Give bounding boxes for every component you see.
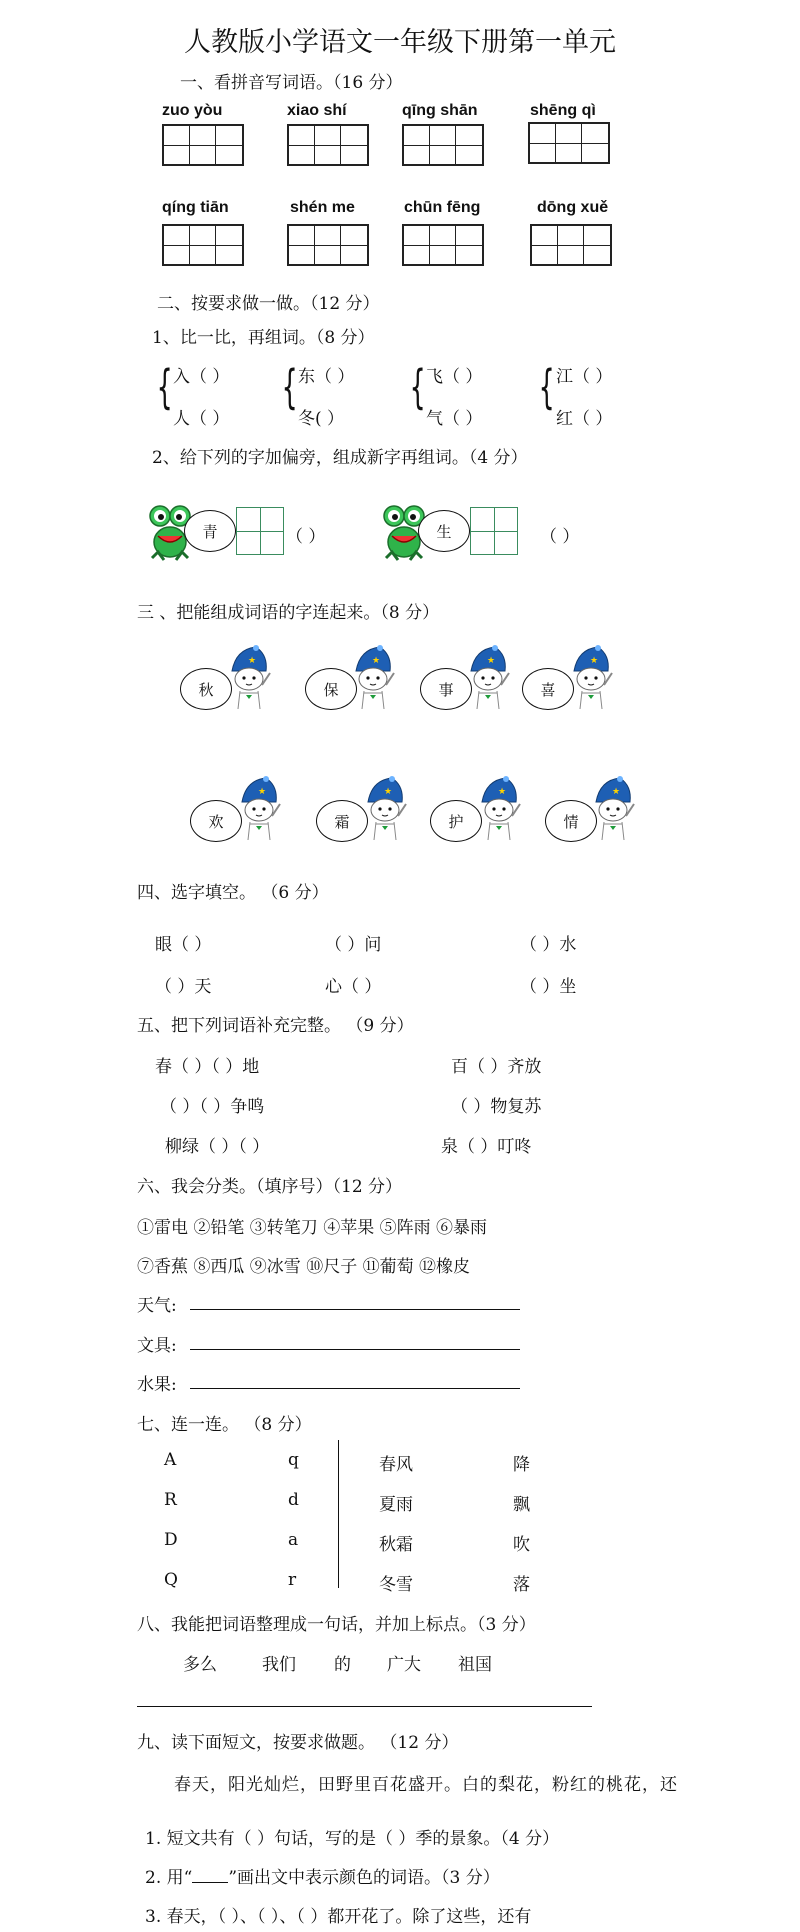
character-bubble[interactable]: 秋 <box>180 668 232 710</box>
svg-text:★: ★ <box>372 656 381 666</box>
answer-line[interactable] <box>190 1309 520 1310</box>
fill-item[interactable]: （ ）水 <box>520 935 577 955</box>
writing-grid[interactable] <box>162 124 244 166</box>
character-bubble: 生 <box>418 510 470 552</box>
question-2[interactable] <box>145 1863 500 1888</box>
category-label: 天气: <box>137 1296 177 1316</box>
idiom-item[interactable]: 百（ ）齐放 <box>451 1057 542 1077</box>
match-item[interactable]: 飘 <box>513 1495 530 1515</box>
section-2-heading: 二、按要求做一做。（12 分） <box>157 294 380 314</box>
fill-item[interactable]: （ ）坐 <box>520 977 577 997</box>
reading-passage: 春天，阳光灿烂，田野里百花盛开。白的梨花，粉红的桃花，还 <box>174 1775 678 1795</box>
question-3[interactable]: 3. 春天，（ ）、（ ）、（ ）都开花了。除了这些，还有 <box>145 1907 532 1927</box>
section-7-heading: 七、连一连。 （8 分） <box>137 1415 312 1435</box>
match-item[interactable]: q <box>288 1450 299 1470</box>
category-label: 水果: <box>137 1375 177 1395</box>
svg-text:★: ★ <box>248 656 257 666</box>
match-item[interactable]: 吹 <box>513 1535 530 1555</box>
answer-line[interactable] <box>190 1349 520 1350</box>
section-1-heading: 一、看拼音写词语。（16 分） <box>180 73 403 93</box>
cartoon-cat-icon <box>568 645 614 711</box>
brace-icon: { <box>281 360 298 414</box>
brace-icon: { <box>538 360 555 414</box>
writing-grid[interactable] <box>402 124 484 166</box>
question-1[interactable]: 1. 短文共有（ ）句话，写的是（ ）季的景象。（4 分） <box>145 1829 560 1849</box>
section-5-heading: 五、把下列词语补充完整。 （9 分） <box>137 1016 414 1036</box>
match-item[interactable]: D <box>164 1530 178 1550</box>
cartoon-cat-icon <box>236 776 282 842</box>
section-6-heading: 六、我会分类。（填序号）（12 分） <box>137 1177 403 1197</box>
pinyin-label: dōng xuě <box>537 199 609 216</box>
match-item[interactable]: r <box>288 1570 297 1590</box>
cartoon-cat-icon <box>350 645 396 711</box>
question-2-suffix: ”画出文中表示颜色的词语。（3 分） <box>228 1868 500 1888</box>
match-item[interactable]: 春风 <box>379 1455 413 1475</box>
character-bubble[interactable]: 喜 <box>522 668 574 710</box>
match-item[interactable]: Q <box>164 1570 178 1590</box>
word-card: 我们 <box>262 1655 296 1675</box>
writing-grid[interactable] <box>287 124 369 166</box>
pinyin-label: zuo yòu <box>162 102 223 119</box>
fill-item[interactable]: （ ）问 <box>325 935 382 955</box>
compare-char: 红（ ） <box>556 409 613 429</box>
word-card: 多么 <box>183 1655 217 1675</box>
svg-text:★: ★ <box>487 656 496 666</box>
compare-char: 江（ ） <box>556 367 613 387</box>
match-item[interactable]: 秋霜 <box>379 1535 413 1555</box>
pinyin-label: qíng tiān <box>162 199 229 216</box>
match-item[interactable]: 冬雪 <box>379 1575 413 1595</box>
section-2-sub1: 1、比一比，再组词。（8 分） <box>152 328 375 348</box>
compare-char: 冬( ） <box>298 409 345 429</box>
section-2-sub2: 2、给下列的字加偏旁，组成新字再组词。（4 分） <box>152 448 528 468</box>
writing-grid[interactable] <box>402 224 484 266</box>
cartoon-cat-icon <box>465 645 511 711</box>
fill-item[interactable]: 眼（ ） <box>155 935 212 955</box>
match-item[interactable]: A <box>164 1450 177 1470</box>
answer-line[interactable] <box>190 1388 520 1389</box>
question-2-prefix: 2. 用“ <box>145 1868 193 1888</box>
svg-text:★: ★ <box>612 787 621 797</box>
cartoon-cat-icon <box>362 776 408 842</box>
compare-char: 东（ ） <box>298 367 355 387</box>
match-item[interactable]: 落 <box>513 1575 530 1595</box>
character-bubble[interactable]: 情 <box>545 800 597 842</box>
writing-grid[interactable] <box>530 224 612 266</box>
answer-blank[interactable]: （ ） <box>286 527 326 547</box>
pinyin-label: qīng shān <box>402 102 478 119</box>
match-item[interactable]: R <box>164 1490 177 1510</box>
idiom-item[interactable]: 春（ ）（ ）地 <box>155 1057 260 1077</box>
compare-char: 气（ ） <box>426 409 483 429</box>
writing-grid[interactable] <box>162 224 244 266</box>
word-card: 祖国 <box>458 1655 492 1675</box>
fill-item[interactable]: 心（ ） <box>325 977 382 997</box>
match-item[interactable]: 夏雨 <box>379 1495 413 1515</box>
pinyin-label: xiao shí <box>287 102 347 119</box>
section-9-heading: 九、读下面短文，按要求做题。 （12 分） <box>137 1733 459 1753</box>
idiom-item[interactable]: 泉（ ）叮咚 <box>441 1137 532 1157</box>
answer-line[interactable] <box>137 1706 592 1707</box>
pinyin-label: shēng qì <box>530 102 596 119</box>
svg-text:★: ★ <box>590 656 599 666</box>
match-item[interactable]: 降 <box>513 1455 530 1475</box>
svg-text:★: ★ <box>258 787 267 797</box>
character-grid[interactable] <box>470 507 518 555</box>
character-bubble[interactable]: 事 <box>420 668 472 710</box>
section-3-heading: 三 、把能组成词语的字连起来。（8 分） <box>137 603 440 623</box>
cartoon-cat-icon <box>476 776 522 842</box>
word-card: 广大 <box>387 1655 421 1675</box>
character-bubble[interactable]: 保 <box>305 668 357 710</box>
answer-blank[interactable]: （ ） <box>540 527 580 547</box>
idiom-item[interactable]: （ ）（ ）争鸣 <box>160 1097 265 1117</box>
cartoon-cat-icon <box>590 776 636 842</box>
writing-grid[interactable] <box>287 224 369 266</box>
idiom-item[interactable]: （ ）物复苏 <box>451 1097 542 1117</box>
brace-icon: { <box>156 360 173 414</box>
cartoon-cat-icon <box>226 645 272 711</box>
brace-icon: { <box>409 360 426 414</box>
match-item[interactable]: a <box>288 1530 299 1550</box>
character-grid[interactable] <box>236 507 284 555</box>
underline-sample <box>192 1882 228 1883</box>
compare-char: 入（ ） <box>173 367 230 387</box>
character-bubble[interactable]: 霜 <box>316 800 368 842</box>
idiom-item[interactable]: 柳绿（ ）（ ） <box>165 1137 270 1157</box>
svg-text:★: ★ <box>384 787 393 797</box>
match-item[interactable]: d <box>288 1490 299 1510</box>
word-list: ①雷电 ②铅笔 ③转笔刀 ④苹果 ⑤阵雨 ⑥暴雨 <box>137 1218 488 1238</box>
word-list: ⑦香蕉 ⑧西瓜 ⑨冰雪 ⑩尺子 ⑪葡萄 ⑫橡皮 <box>137 1257 471 1277</box>
compare-char: 飞（ ） <box>426 367 483 387</box>
character-bubble[interactable]: 欢 <box>190 800 242 842</box>
character-bubble[interactable]: 护 <box>430 800 482 842</box>
character-bubble: 青 <box>184 510 236 552</box>
svg-text:★: ★ <box>498 787 507 797</box>
divider-line <box>338 1440 339 1588</box>
fill-item[interactable]: （ ）天 <box>155 977 212 997</box>
section-8-heading: 八、我能把词语整理成一句话，并加上标点。（3 分） <box>137 1615 536 1635</box>
pinyin-label: chūn fēng <box>404 199 481 216</box>
word-card: 的 <box>334 1655 351 1675</box>
category-label: 文具: <box>137 1336 177 1356</box>
writing-grid[interactable] <box>528 122 610 164</box>
compare-char: 人（ ） <box>173 409 230 429</box>
section-4-heading: 四、选字填空。 （6 分） <box>137 883 329 903</box>
page-title: 人教版小学语文一年级下册第一单元 <box>184 27 616 58</box>
pinyin-label: shén me <box>290 199 355 216</box>
